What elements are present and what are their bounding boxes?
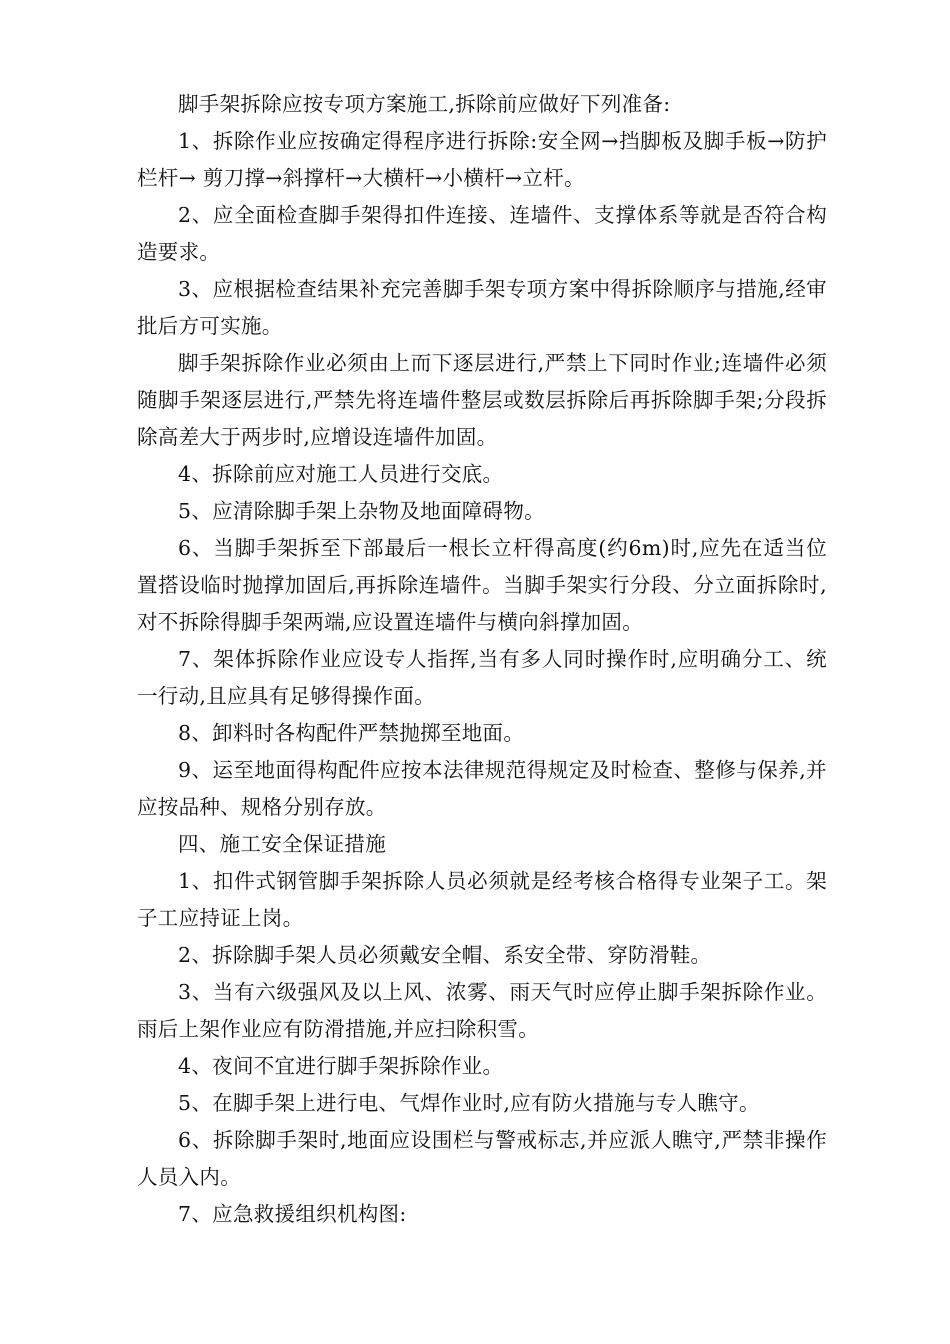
section-heading-safety-measures: 四、施工安全保证措施 bbox=[178, 832, 386, 856]
paragraph-item-8-unloading: 8、卸料时各构配件严禁抛掷至地面。 bbox=[178, 721, 525, 745]
paragraph-safety-5-welding: 5、在脚手架上进行电、气焊作业时,应有防火措施与专人瞧守。 bbox=[178, 1091, 760, 1115]
paragraph-item-1-dismantle-order: 1、拆除作业应按确定得程序进行拆除:安全网→挡脚板及脚手板→防护栏杆→ 剪刀撑→斜撑杆→大横杆→小横杆→立杆。 bbox=[137, 129, 827, 190]
paragraph-item-7-command: 7、架体拆除作业应设专人指挥,当有多人同时操作时,应明确分工、统一行动,且应具有足够得操作面。 bbox=[137, 647, 827, 708]
paragraph-item-5-clearing: 5、应清除脚手架上杂物及地面障碍物。 bbox=[178, 499, 545, 523]
paragraph-safety-6-fencing: 6、拆除脚手架时,地面应设围栏与警戒标志,并应派人瞧守,严禁非操作人员入内。 bbox=[137, 1128, 827, 1189]
paragraph-item-4-briefing: 4、拆除前应对施工人员进行交底。 bbox=[178, 462, 504, 486]
document-page bbox=[137, 86, 827, 1233]
paragraph-safety-7-emergency: 7、应急救援组织机构图: bbox=[178, 1202, 407, 1226]
paragraph-item-9-storage: 9、运至地面得构配件应按本法律规范得规定及时检查、整修与保养,并应按品种、规格分别存放。 bbox=[137, 758, 827, 819]
paragraph-layer-by-layer: 脚手架拆除作业必须由上而下逐层进行,严禁上下同时作业;连墙件必须随脚手架逐层进行,严禁先将连墙件整层或数层拆除后再拆除脚手架;分段拆除高差大于两步时,应增设连墙件加固。 bbox=[137, 351, 827, 449]
paragraph-safety-2-equipment: 2、拆除脚手架人员必须戴安全帽、系安全带、穿防滑鞋。 bbox=[178, 943, 712, 967]
paragraph-intro: 脚手架拆除应按专项方案施工,拆除前应做好下列准备: bbox=[178, 92, 671, 116]
paragraph-safety-3-weather: 3、当有六级强风及以上风、浓雾、雨天气时应停止脚手架拆除作业。雨后上架作业应有防滑措施,并应扫除积雪。 bbox=[137, 980, 827, 1041]
paragraph-safety-4-night: 4、夜间不宜进行脚手架拆除作业。 bbox=[178, 1054, 504, 1078]
paragraph-item-6-long-pole: 6、当脚手架拆至下部最后一根长立杆得高度(约6m)时,应先在适当位置搭设临时抛撑加固后,再拆除连墙件。当脚手架实行分段、分立面拆除时,对不拆除得脚手架两端,应设置连墙件与横向斜撑加固。 bbox=[137, 536, 827, 634]
paragraph-item-2-inspection: 2、应全面检查脚手架得扣件连接、连墙件、支撑体系等就是否符合构造要求。 bbox=[137, 203, 827, 264]
paragraph-safety-1-qualified: 1、扣件式钢管脚手架拆除人员必须就是经考核合格得专业架子工。架子工应持证上岗。 bbox=[137, 869, 827, 930]
paragraph-item-3-plan-supplement: 3、应根据检查结果补充完善脚手架专项方案中得拆除顺序与措施,经审批后方可实施。 bbox=[137, 277, 827, 338]
